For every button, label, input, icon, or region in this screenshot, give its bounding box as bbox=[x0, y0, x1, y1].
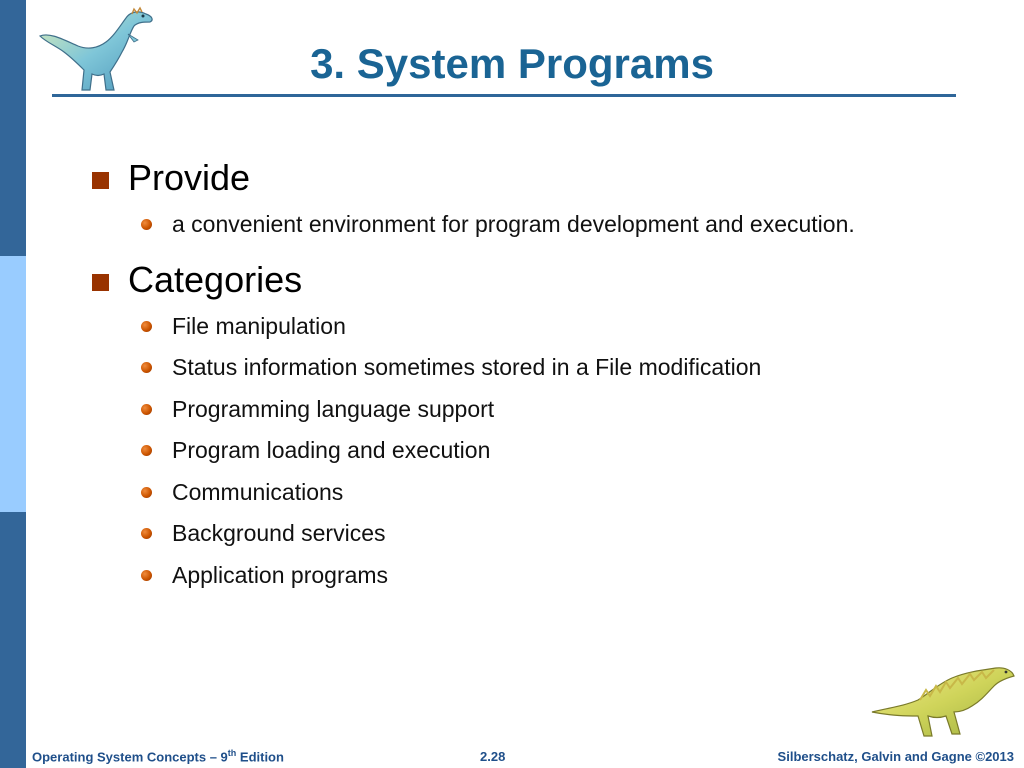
square-bullet-icon bbox=[92, 172, 109, 189]
footer-authors: Silberschatz, Galvin and Gagne ©2013 bbox=[777, 749, 1014, 764]
round-bullet-icon bbox=[141, 570, 152, 581]
slide-title bbox=[0, 40, 1024, 88]
sub-bullet bbox=[90, 472, 984, 514]
bullet-heading: Categories bbox=[128, 258, 303, 300]
square-bullet-icon bbox=[92, 274, 109, 291]
round-bullet-icon bbox=[141, 362, 152, 373]
sub-bullet-text: Programming language support bbox=[172, 395, 495, 422]
slide-content bbox=[90, 150, 984, 596]
sub-bullet-text: File manipulation bbox=[172, 312, 346, 339]
round-bullet-icon bbox=[141, 528, 152, 539]
title-underline bbox=[52, 94, 956, 97]
round-bullet-icon bbox=[141, 321, 152, 332]
round-bullet-icon bbox=[141, 487, 152, 498]
dinosaur-icon bbox=[868, 660, 1018, 742]
sub-bullet bbox=[90, 306, 984, 348]
footer-book-title-prefix: Operating System Concepts – 9 bbox=[32, 749, 228, 764]
round-bullet-icon bbox=[141, 219, 152, 230]
sub-bullet-text: Background services bbox=[172, 520, 386, 546]
footer-book-title bbox=[32, 748, 284, 764]
left-band-top bbox=[0, 0, 26, 256]
round-bullet-icon bbox=[141, 445, 152, 456]
sub-bullet-text: a convenient environment for program development and execution. bbox=[172, 211, 855, 237]
sub-bullet bbox=[90, 555, 984, 597]
round-bullet-icon bbox=[141, 404, 152, 415]
sub-bullet-text: Status information sometimes stored in a File modification bbox=[172, 354, 762, 380]
sub-bullet bbox=[90, 513, 984, 555]
footer-book-title-suffix: Edition bbox=[236, 749, 284, 764]
sub-bullet-text: Communications bbox=[172, 478, 344, 505]
sub-bullet-text: Program loading and execution bbox=[172, 437, 491, 463]
sub-bullet-text: Application programs bbox=[172, 561, 389, 588]
slide-title-text: 3. System Programs bbox=[310, 40, 714, 87]
bullet-categories bbox=[90, 260, 984, 300]
bullet-heading: Provide bbox=[128, 157, 251, 198]
left-band-bottom bbox=[0, 512, 26, 768]
sub-bullet bbox=[90, 347, 984, 389]
footer-page-number: 2.28 bbox=[480, 749, 506, 764]
sub-bullet bbox=[90, 389, 984, 431]
sub-bullet bbox=[90, 204, 984, 246]
bullet-provide bbox=[90, 158, 984, 198]
footer-edition-suffix: th bbox=[227, 747, 237, 758]
sub-bullet bbox=[90, 430, 984, 472]
left-band-middle bbox=[0, 256, 26, 512]
